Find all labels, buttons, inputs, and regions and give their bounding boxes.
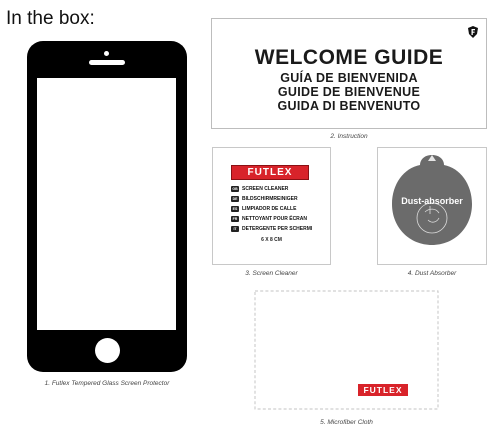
protector-screen-area: [37, 78, 176, 330]
cleaner-row: [231, 185, 288, 194]
cleaner-brand-logo: FUTLEX: [231, 165, 309, 180]
flag-code: IT: [231, 226, 239, 232]
home-button-cutout: [95, 338, 120, 363]
cleaner-row-text: SCREEN CLEANER: [242, 186, 289, 192]
section-heading: In the box:: [6, 8, 95, 29]
camera-dot: [104, 51, 109, 56]
dust-label: Dust-absorber: [401, 196, 463, 206]
flag-code: DE: [232, 196, 238, 201]
cleaner-row: [231, 215, 307, 224]
dust-absorber-card: [377, 147, 487, 265]
cleaner-row-text: NETTOYANT POUR ÉCRAN: [242, 216, 308, 222]
speaker-slot: [89, 60, 125, 65]
welcome-guide-card: [211, 18, 487, 129]
cloth-caption: 5. Microfiber Cloth: [320, 419, 373, 426]
cleaner-row: [231, 195, 298, 204]
flag-code: FR: [232, 216, 238, 221]
dust-curve-path: Used to clear the dust on the screen: [400, 235, 464, 255]
guide-line-it: GUIDA DI BENVENUTO: [277, 99, 421, 113]
protector-caption: 1. Futlex Tempered Glass Screen Protector: [44, 380, 170, 387]
flag-code: ES: [232, 206, 238, 211]
cleaner-row: [231, 205, 296, 214]
cleaner-row-text: DETERGENTE PER SCHERMI: [242, 226, 313, 232]
dust-caption: 4. Dust Absorber: [407, 270, 457, 277]
screen-cleaner-card: [212, 147, 331, 265]
microfiber-cloth: [249, 285, 444, 415]
flag-code: GB: [232, 186, 238, 191]
cleaner-size: 6 X 8 CM: [261, 237, 282, 243]
guide-line-fr: GUIDE DE BIENVENUE: [277, 85, 421, 99]
guide-line-es: GUÍA DE BIENVENIDA: [280, 71, 418, 85]
cleaner-caption: 3. Screen Cleaner: [245, 270, 298, 277]
futlex-shield-logo-icon: [466, 25, 480, 39]
guide-caption: 2. Instruction: [330, 133, 368, 140]
screen-protector-illustration: [27, 41, 187, 372]
cloth-brand-logo: FUTLEX: [358, 384, 408, 396]
cleaner-row: [231, 225, 312, 234]
cleaner-row-text: BILDSCHIRMREINIGER: [242, 196, 298, 202]
guide-title: WELCOME GUIDE: [254, 46, 444, 69]
cloth-outline: [249, 285, 444, 415]
dust-absorber-sticker: [378, 148, 486, 264]
cleaner-row-text: LIMPIADOR DE CALLE: [242, 206, 297, 212]
